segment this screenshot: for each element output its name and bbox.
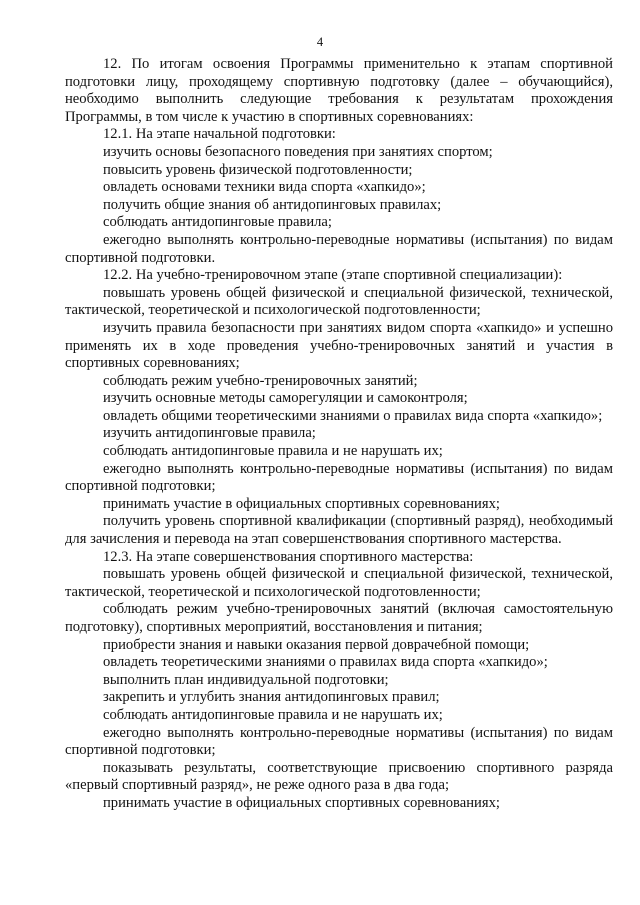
list-item: принимать участие в официальных спортивных соревнованиях; [103, 495, 500, 512]
list-item: повышать уровень общей физической и специальной физической, технической, тактической, теоретической и психологической подготовленности; [65, 284, 613, 319]
document-body [65, 56, 613, 813]
list-item: изучить основные методы саморегуляции и самоконтроля; [103, 390, 468, 407]
heading-12-1: 12.1. На этапе начальной подготовки: [103, 126, 336, 143]
list-item: овладеть общими теоретическими знаниями о правилах вида спорта «хапкидо»; [103, 407, 603, 424]
heading-12-3: 12.3. На этапе совершенствования спортивного мастерства: [103, 548, 474, 565]
paragraph-12-intro: 12. По итогам освоения Программы применительно к этапам спортивной подготовки лицу, проходящему спортивную подготовку (далее – обучающийся), необходимо выполнить следующие требования к результатам прохождения Программы, в том числе к участию в спортивных соревнованиях: [65, 56, 613, 125]
list-item: показывать результаты, соответствующие присвоению спортивного разряда «первый спортивный разряд», не реже одного раза в два года; [65, 759, 613, 794]
list-item: соблюдать антидопинговые правила; [103, 214, 332, 231]
list-item: закрепить и углубить знания антидопинговых правил; [103, 689, 440, 706]
list-item: повысить уровень физической подготовленности; [103, 161, 413, 178]
list-item: принимать участие в официальных спортивных соревнованиях; [103, 794, 500, 811]
heading-12-2: 12.2. На учебно-тренировочном этапе (этапе спортивной специализации): [103, 267, 563, 284]
list-item: приобрести знания и навыки оказания первой доврачебной помощи; [103, 636, 530, 653]
list-item: выполнить план индивидуальной подготовки; [103, 671, 389, 688]
list-item: ежегодно выполнять контрольно-переводные нормативы (испытания) по видам спортивной подготовки; [65, 460, 613, 495]
list-item: соблюдать антидопинговые правила и не нарушать их; [103, 443, 443, 460]
list-item: соблюдать режим учебно-тренировочных занятий (включая самостоятельную подготовку), спортивных мероприятий, восстановления и питания; [65, 601, 613, 635]
list-item: изучить основы безопасного поведения при занятиях спортом; [103, 143, 493, 160]
list-item: ежегодно выполнять контрольно-переводные нормативы (испытания) по видам спортивной подготовки. [65, 231, 613, 266]
list-item: соблюдать антидопинговые правила и не нарушать их; [103, 706, 443, 723]
list-item: изучить антидопинговые правила; [103, 425, 316, 442]
list-item: ежегодно выполнять контрольно-переводные нормативы (испытания) по видам спортивной подготовки; [65, 724, 613, 759]
list-item: изучить правила безопасности при занятиях видом спорта «хапкидо» и успешно применять их в ходе проведения учебно-тренировочных занятий и участия в спортивных соревнованиях; [65, 319, 613, 372]
list-item: соблюдать режим учебно-тренировочных занятий; [103, 372, 418, 389]
list-item: овладеть теоретическими знаниями о правилах вида спорта «хапкидо»; [103, 654, 548, 671]
page-number: 4 [316, 35, 324, 49]
list-item: получить уровень спортивной квалификации (спортивный разряд), необходимый для зачисления и перевода на этап совершенствования спортивного мастерства. [65, 513, 613, 548]
list-item: овладеть основами техники вида спорта «хапкидо»; [103, 179, 426, 196]
list-item: повышать уровень общей физической и специальной физической, технической, тактической, теоретической и психологической подготовленности; [65, 566, 613, 600]
list-item: получить общие знания об антидопинговых правилах; [103, 196, 442, 213]
